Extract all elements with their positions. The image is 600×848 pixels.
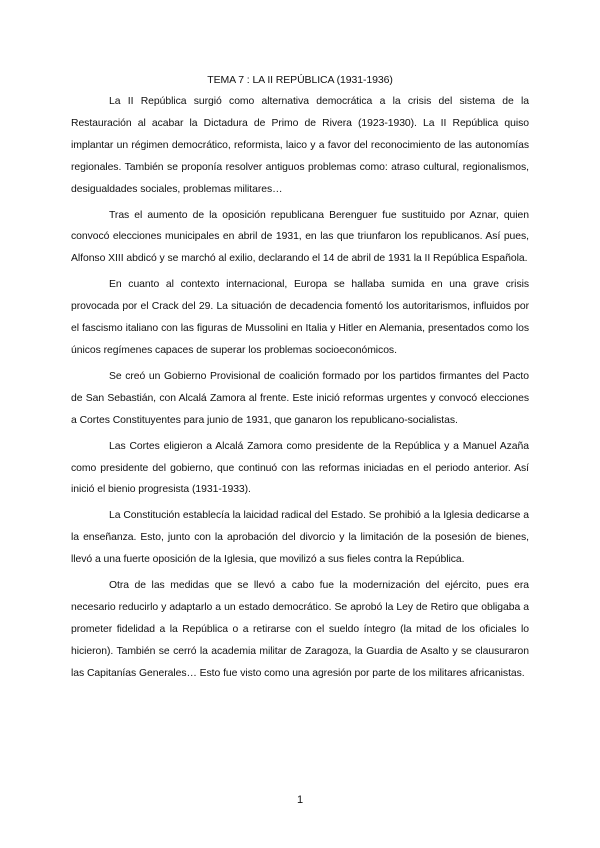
document-body <box>71 91 529 689</box>
paragraph-constitution: La Constitución establecía la laicidad radical del Estado. Se prohibió a la Iglesia dedicarse a la enseñanza. Esto, junto con la aprobación del divorcio y la limitación de la posesión de bienes, llevó a una fuerte oposición de la Iglesia, que movilizó a sus fieles contra la República. <box>71 510 529 566</box>
paragraph-cortes: Las Cortes eligieron a Alcalá Zamora como presidente de la República y a Manuel Azaña como presidente del gobierno, que continuó con las reformas iniciadas en el periodo anterior. Así inició el bienio progresista (1931-1933). <box>71 440 529 496</box>
paragraph-international-context: En cuanto al contexto internacional, Europa se hallaba sumida en una grave crisis provocada por el Crack del 29. La situación de decadencia fomentó los autoritarismos, influidos por el fascismo italiano con las figuras de Mussolini en Italia y Hitler en Alemania, presentados como los únicos regímenes capaces de superar los problemas socioeconómicos. <box>71 279 529 356</box>
page-number: 1 <box>296 794 304 806</box>
page-title: TEMA 7 : LA II REPÚBLICA (1931-1936) <box>207 74 393 86</box>
paragraph-intro: La II República surgió como alternativa democrática a la crisis del sistema de la Restauración al acabar la Dictadura de Primo de Rivera (1923-1930). La II República quiso implantar un régimen democrático, reformista, laico y a favor del reconocimiento de las autonomías regionales. También se proponía resolver antiguos problemas como: atraso cultural, regionalismos, desigualdades sociales, problemas militares… <box>71 96 529 195</box>
paragraph-military-reform: Otra de las medidas que se llevó a cabo fue la modernización del ejército, pues era necesario reducirlo y adaptarlo a un estado democrático. Se aprobó la Ley de Retiro que obligaba a prometer fidelidad a la República o a retirarse con el sueldo íntegro (la mitad de los oficiales lo hicieron). También se cerró la academia militar de Zaragoza, la Guardia de Asalto y se clausuraron las Capitanías Generales… Esto fue visto como una agresión por parte de los militares africanistas. <box>71 580 529 679</box>
paragraph-proclamation: Tras el aumento de la oposición republicana Berenguer fue sustituido por Aznar, quien convocó elecciones municipales en abril de 1931, en las que triunfaron los republicanos. Así pues, Alfonso XIII abdicó y se marchó al exilio, declarando el 14 de abril de 1931 la II República Española. <box>71 209 529 265</box>
paragraph-provisional-government: Se creó un Gobierno Provisional de coalición formado por los partidos firmantes del Pacto de San Sebastián, con Alcalá Zamora al frente. Este inició reformas urgentes y convocó elecciones a Cortes Constituyentes para junio de 1931, que ganaron los republicano-socialistas. <box>71 370 529 426</box>
